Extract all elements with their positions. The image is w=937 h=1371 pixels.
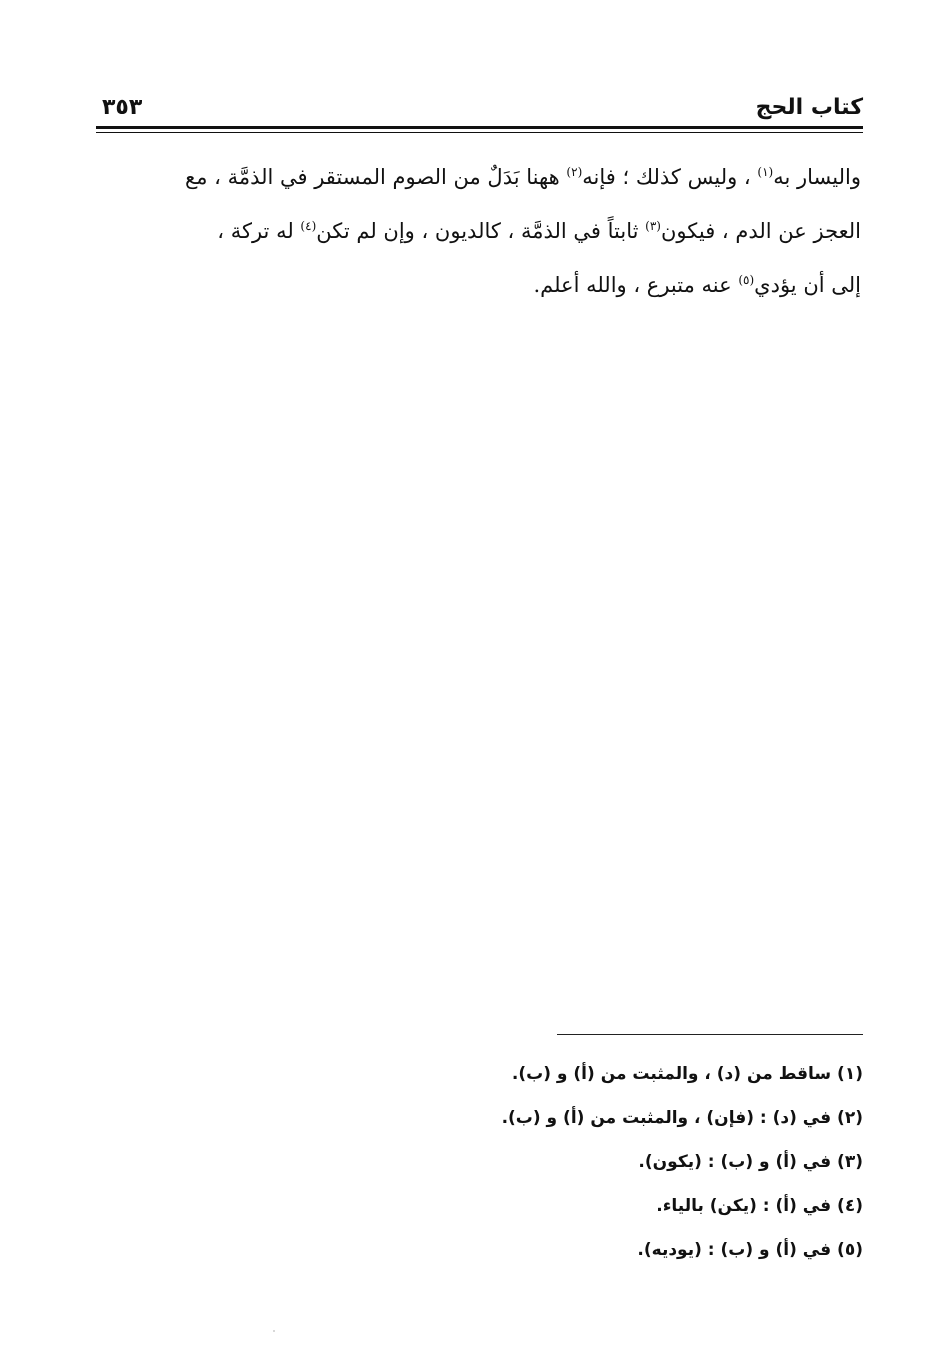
chapter-title: كتاب الحج — [755, 95, 863, 120]
text-segment: ثابتاً في الذمَّة ، كالديون ، وإن لم تكن — [316, 219, 639, 243]
footnote-1: (١) ساقط من (د) ، والمثبت من (أ) و (ب). — [511, 1064, 863, 1084]
main-text — [99, 150, 861, 312]
footnote-separator — [557, 1034, 863, 1035]
text-segment: عنه متبرع ، والله أعلم. — [533, 273, 732, 297]
text-segment: واليسار به — [773, 165, 861, 189]
header-rule-thin — [96, 132, 863, 133]
footnote-2: (٢) في (د) : (فإن) ، والمثبت من (أ) و (ب). — [501, 1108, 863, 1128]
text-line-2 — [99, 204, 861, 258]
footnote-5: (٥) في (أ) و (ب) : (يوديه). — [637, 1240, 863, 1260]
scan-speck — [273, 1330, 275, 1332]
footnote-marker-4: (٤) — [300, 219, 317, 233]
text-segment: ههنا بَدَلٌ من الصوم المستقر في الذمَّة ، مع — [185, 165, 560, 189]
text-line-1 — [99, 150, 861, 204]
footnote-3: (٣) في (أ) و (ب) : (يكون). — [638, 1152, 863, 1172]
footnote-marker-1: (١) — [757, 165, 774, 179]
text-segment: العجز عن الدم ، فيكون — [660, 219, 861, 243]
footnote-marker-5: (٥) — [738, 273, 755, 287]
text-segment: له تركة ، — [217, 219, 294, 243]
footnote-marker-2: (٢) — [566, 165, 583, 179]
footnotes — [443, 1052, 863, 1272]
text-line-3 — [99, 258, 861, 312]
header-rule-thick — [96, 126, 863, 129]
footnote-marker-3: (٣) — [645, 219, 661, 233]
page-number: ٣٥٣ — [102, 95, 143, 120]
footnote-4: (٤) في (أ) : (يكن) بالياء. — [656, 1196, 863, 1216]
text-segment: إلى أن يؤدي — [754, 273, 861, 297]
text-segment: ، وليس كذلك ؛ فإنه — [582, 165, 751, 189]
running-header — [96, 92, 863, 128]
